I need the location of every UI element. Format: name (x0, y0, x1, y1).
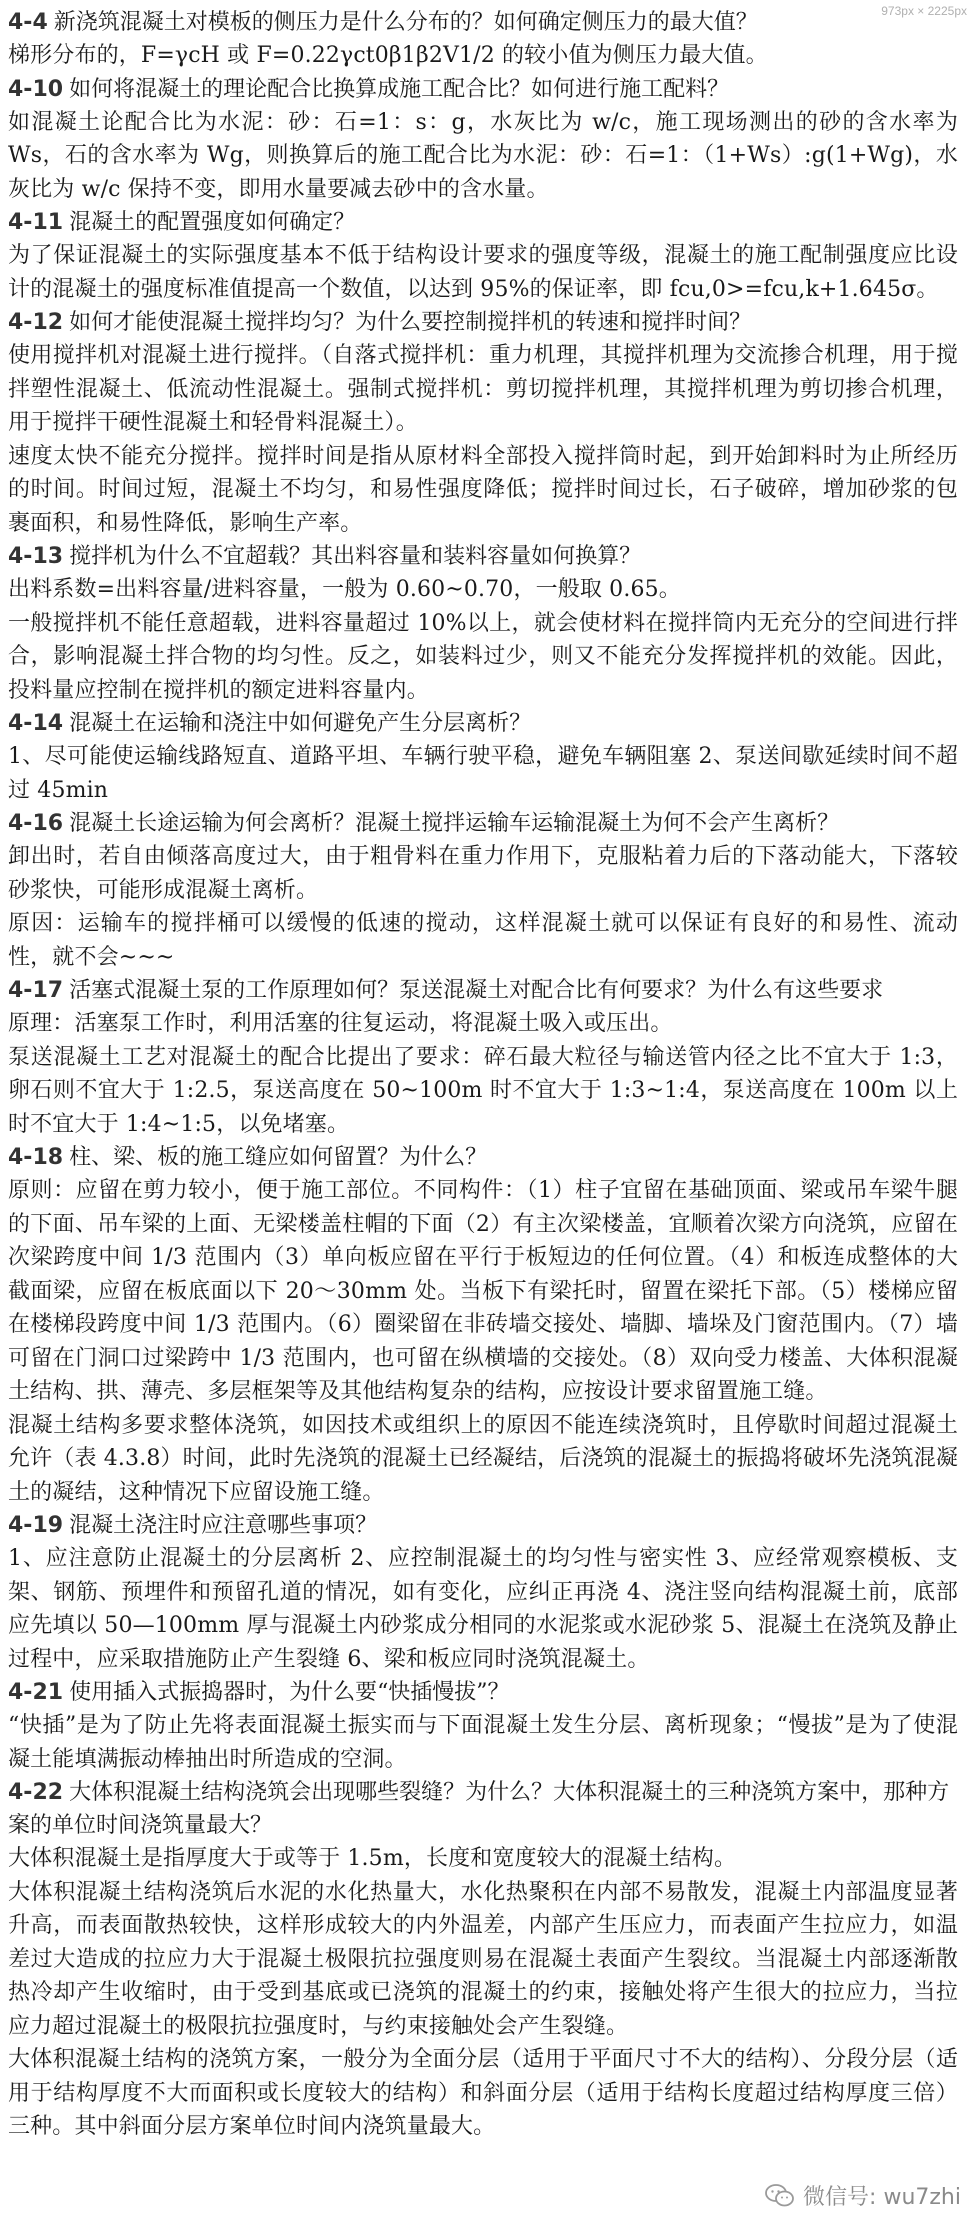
question-heading (8, 6, 958, 39)
question-number: 4-13 (8, 544, 64, 569)
wechat-icon (765, 2183, 795, 2209)
question-heading (8, 306, 958, 339)
question-number: 4-4 (8, 10, 48, 35)
question-number: 4-18 (8, 1145, 64, 1170)
document-body (8, 6, 958, 2144)
question-heading (8, 206, 958, 239)
answer-paragraph: “快插”是为了防止先将表面混凝土振实而与下面混凝土发生分层、离析现象；“慢拔”是为了使混凝土能填满振动棒抽出时所造成的空洞。 (8, 1713, 958, 1772)
question-number: 4-22 (8, 1780, 64, 1805)
question-number: 4-21 (8, 1680, 64, 1705)
question-number: 4-12 (8, 310, 64, 335)
answer-paragraph: 梯形分布的，F=γcH 或 F=0.22γct0β1β2V1/2 的较小值为侧压力最大值。 (8, 43, 768, 68)
question-heading (8, 1141, 958, 1174)
question-text: 混凝土的配置强度如何确定？ (69, 210, 356, 235)
image-size-label: 973px × 2225px (881, 4, 967, 18)
answer-paragraph: 一般搅拌机不能任意超载，进料容量超过 10%以上，就会使材料在搅拌筒内无充分的空间进行拌合，影响混凝土拌合物的均匀性。反之，如装料过少，则又不能充分发挥搅拌机的效能。因此，投料量应控制在搅拌机的额定进料容量内。 (8, 610, 958, 703)
answer-paragraph: 为了保证混凝土的实际强度基本不低于结构设计要求的强度等级，混凝土的施工配制强度应比设计的混凝土的强度标准值提高一个数值，以达到 95%的保证率，即 fcu,0>=fcu,k+1.645σ。 (8, 243, 958, 302)
question-text: 柱、梁、板的施工缝应如何留置？为什么？ (69, 1145, 488, 1170)
question-heading (8, 540, 958, 573)
question-text: 如何才能使混凝土搅拌均匀？为什么要控制搅拌机的转速和搅拌时间？ (69, 310, 752, 335)
answer-paragraph: 大体积混凝土结构的浇筑方案，一般分为全面分层（适用于平面尺寸不大的结构）、分段分层（适用于结构厚度不大而面积或长度较大的结构）和斜面分层（适用于结构长度超过结构厚度三倍）三种。其中斜面分层方案单位时间内浇筑量最大。 (8, 2047, 958, 2139)
question-heading (8, 73, 958, 106)
question-text: 新浇筑混凝土对模板的侧压力是什么分布的？如何确定侧压力的最大值？ (53, 10, 758, 35)
question-heading (8, 807, 958, 840)
answer-paragraph: 如混凝土论配合比为水泥：砂：石=1：s：g，水灰比为 w/c，施工现场测出的砂的含水率为 Ws，石的含水率为 Wg，则换算后的施工配合比为水泥：砂：石=1：（1+Ws）:g(1+Wg)，水灰比为 w/c 保持不变，即用水量要减去砂中的含水量。 (8, 109, 958, 202)
question-heading (8, 1676, 958, 1709)
question-text: 使用插入式振捣器时，为什么要“快插慢拔”？ (69, 1680, 510, 1705)
question-number: 4-19 (8, 1513, 64, 1538)
question-heading (8, 1776, 958, 1842)
answer-paragraph: 原则：应留在剪力较小，便于施工部位。不同构件：（1）柱子宜留在基础顶面、梁或吊车梁牛腿的下面、吊车梁的上面、无梁楼盖柱帽的下面（2）有主次梁楼盖，宜顺着次梁方向浇筑，应留在次梁跨度中间 1/3 范围内（3）单向板应留在平行于板短边的任何位置。（4）和板连成整体的大截面梁，应留在板底面以下 20～30mm 处。当板下有梁托时，留置在梁托下部。（5）楼梯应留在楼梯段跨度中间 1/3 范围内。（6）圈梁留在非砖墙交接处、墙脚、墙垛及门窗范围内。（7）墙可留在门洞口过梁跨中 1/3 范围内，也可留在纵横墙的交接处。（8）双向受力楼盖、大体积混凝土结构、拱、薄壳、多层框架等及其他结构复杂的结构，应按设计要求留置施工缝。 (8, 1178, 958, 1404)
answer-paragraph: 1、尽可能使运输线路短直、道路平坦、车辆行驶平稳，避免车辆阻塞 2、泵送间歇延续时间不超过 45min (8, 744, 958, 803)
question-number: 4-11 (8, 210, 64, 235)
answer-paragraph: 出料系数=出料容量/进料容量，一般为 0.60~0.70，一般取 0.65。 (8, 577, 681, 602)
question-text: 活塞式混凝土泵的工作原理如何？泵送混凝土对配合比有何要求？为什么有这些要求 (69, 978, 884, 1003)
question-text: 如何将混凝土的理论配合比换算成施工配合比？如何进行施工配料？ (69, 76, 730, 102)
answer-paragraph: 1、应注意防止混凝土的分层离析 2、应控制混凝土的均匀性与密实性 3、应经常观察模板、支架、钢筋、预埋件和预留孔道的情况，如有变化，应纠正再浇 4、浇注竖向结构混凝土前，底部应先填以 50—100mm 厚与混凝土内砂浆成分相同的水泥浆或水泥砂浆 5、混凝土在浇筑及静止过程中，应采取措施防止产生裂缝 6、梁和板应同时浇筑混凝土。 (8, 1546, 958, 1672)
question-number: 4-10 (8, 76, 64, 102)
question-heading (8, 1509, 958, 1542)
question-number: 4-14 (8, 711, 64, 736)
question-number: 4-16 (8, 811, 64, 836)
answer-paragraph: 速度太快不能充分搅拌。搅拌时间是指从原材料全部投入搅拌筒时起，到开始卸料时为止所经历的时间。时间过短，混凝土不均匀，和易性强度降低；搅拌时间过长，石子破碎，增加砂浆的包裹面积，和易性降低，影响生产率。 (8, 443, 958, 536)
question-text: 混凝土在运输和浇注中如何避免产生分层离析？ (69, 711, 532, 736)
question-number: 4-17 (8, 978, 64, 1003)
question-text: 搅拌机为什么不宜超载？其出料容量和装料容量如何换算？ (69, 544, 642, 569)
question-heading (8, 974, 958, 1007)
question-text: 大体积混凝土结构浇筑会出现哪些裂缝？为什么？大体积混凝土的三种浇筑方案中，那种方案的单位时间浇筑量最大？ (8, 1780, 950, 1838)
question-text: 混凝土浇注时应注意哪些事项？ (69, 1513, 378, 1538)
answer-paragraph: 大体积混凝土结构浇筑后水泥的水化热量大，水化热聚积在内部不易散发，混凝土内部温度显著升高，而表面散热较快，这样形成较大的内外温差，内部产生压应力，而表面产生拉应力，如温差过大造成的拉应力大于混凝土极限抗拉强度则易在混凝土表面产生裂纹。当混凝土内部逐渐散热冷却产生收缩时，由于受到基底或已浇筑的混凝土的约束，接触处将产生很大的拉应力，当拉应力超过混凝土的极限抗拉强度时，与约束接触处会产生裂缝。 (8, 1879, 958, 2039)
answer-paragraph: 原理：活塞泵工作时，利用活塞的往复运动，将混凝土吸入或压出。 (8, 1011, 673, 1036)
question-text: 混凝土长途运输为何会离析？混凝土搅拌运输车运输混凝土为何不会产生离析？ (69, 811, 840, 836)
answer-paragraph: 泵送混凝土工艺对混凝土的配合比提出了要求：碎石最大粒径与输送管内径之比不宜大于 1:3，卵石则不宜大于 1:2.5，泵送高度在 50~100m 时不宜大于 1:3~1:4，泵送高度在 100m 以上时不宜大于 1:4~1:5，以免堵塞。 (8, 1044, 958, 1137)
answer-paragraph: 混凝土结构多要求整体浇筑，如因技术或组织上的原因不能连续浇筑时，且停歇时间超过混凝土允许（表 4.3.8）时间，此时先浇筑的混凝土已经凝结，后浇筑的混凝土的振捣将破坏先浇筑混凝土的凝结，这种情况下应留设施工缝。 (8, 1412, 958, 1505)
watermark-text: 微信号: wu7zhi (803, 2185, 961, 2210)
answer-paragraph: 卸出时，若自由倾落高度过大，由于粗骨料在重力作用下，克服粘着力后的下落动能大，下落较砂浆快，可能形成混凝土离析。 (8, 844, 958, 903)
answer-paragraph: 原因：运输车的搅拌桶可以缓慢的低速的搅动，这样混凝土就可以保证有良好的和易性、流动性，就不会~~~ (8, 911, 958, 970)
question-heading (8, 707, 958, 740)
answer-paragraph: 大体积混凝土是指厚度大于或等于 1.5m，长度和宽度较大的混凝土结构。 (8, 1846, 737, 1871)
answer-paragraph: 使用搅拌机对混凝土进行搅拌。（自落式搅拌机：重力机理，其搅拌机理为交流掺合机理，用于搅拌塑性混凝土、低流动性混凝土。强制式搅拌机：剪切搅拌机理，其搅拌机理为剪切掺合机理，用于搅拌干硬性混凝土和轻骨料混凝土）。 (8, 343, 958, 435)
wechat-watermark (765, 2180, 961, 2211)
